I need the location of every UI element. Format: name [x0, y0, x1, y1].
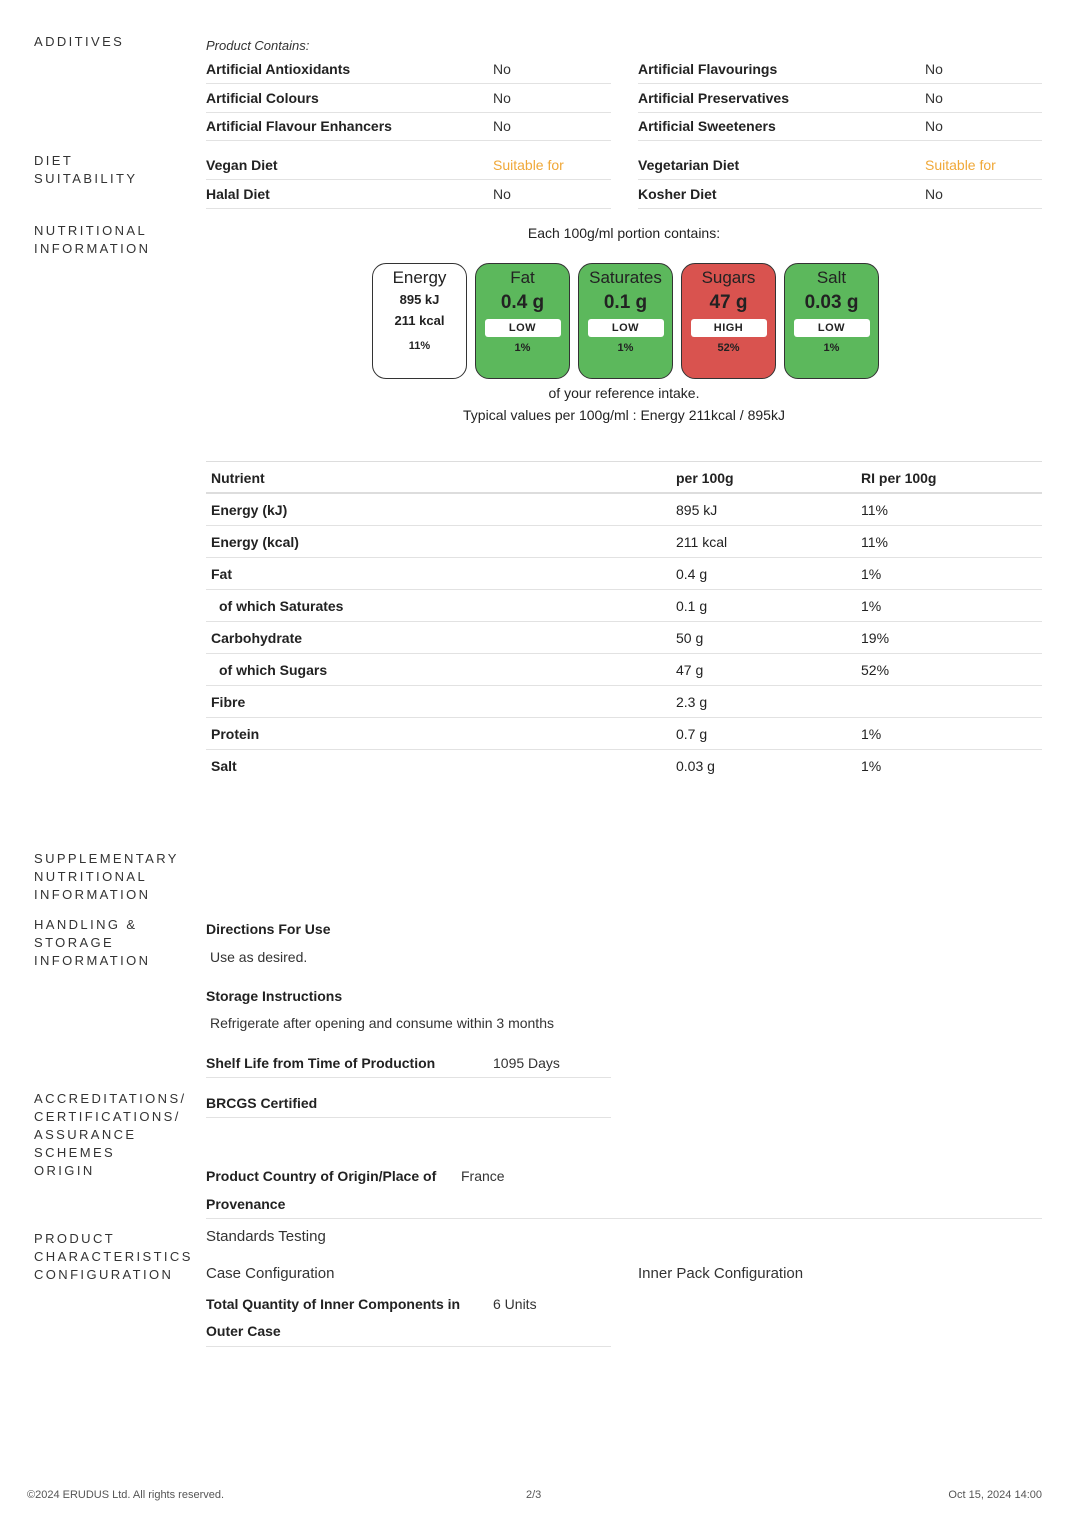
- energy-box: Energy 895 kJ 211 kcal 11%: [372, 263, 467, 379]
- table-row: Fat 0.4 g 1%: [206, 558, 1042, 590]
- additive-row: Artificial Flavour Enhancers No: [206, 112, 611, 141]
- standards-testing: Standards Testing: [206, 1228, 326, 1245]
- table-row: Energy (kcal) 211 kcal 11%: [206, 526, 1042, 558]
- table-row: Energy (kJ) 895 kJ 11%: [206, 494, 1042, 526]
- table-row: of which Sugars 47 g 52%: [206, 654, 1042, 686]
- directions-title: Directions For Use: [206, 921, 331, 937]
- section-label-nutrition: NUTRITIONAL INFORMATION: [34, 223, 151, 256]
- diet-row-vegan: Vegan Diet Suitable for: [206, 151, 611, 180]
- inner-pack-configuration: Inner Pack Configuration: [638, 1265, 804, 1282]
- origin-row: Product Country of Origin/Place of Provenance France: [206, 1162, 1042, 1219]
- additive-row: Artificial Flavourings No: [638, 55, 1042, 84]
- diet-row-vegetarian: Vegetarian Diet Suitable for: [638, 151, 1042, 180]
- nutrition-table: [206, 461, 1042, 782]
- typical-values-note: Typical values per 100g/ml : Energy 211kcal / 895kJ: [463, 407, 785, 423]
- case-configuration: Case Configuration: [206, 1265, 335, 1282]
- inner-quantity-row: Total Quantity of Inner Components in Outer Case 6 Units: [206, 1291, 611, 1347]
- table-header-row: Nutrient per 100g RI per 100g: [206, 462, 1042, 494]
- footer-date: Oct 15, 2024 14:00: [948, 1489, 1042, 1501]
- table-row: Salt 0.03 g 1%: [211, 758, 882, 774]
- directions-text: Use as desired.: [210, 949, 308, 965]
- footer-page-number: 2/3: [526, 1489, 542, 1501]
- section-label-supplementary: SUPPLEMENTARY NUTRITIONAL INFORMATION: [34, 851, 179, 902]
- section-label-handling: HANDLING & STORAGE INFORMATION: [34, 917, 151, 968]
- additives-note: Product Contains:: [206, 38, 310, 53]
- sugars-box: Sugars 47 g HIGH 52%: [681, 263, 776, 379]
- additive-row: Artificial Colours No: [206, 84, 611, 113]
- section-label-additives: ADDITIVES: [34, 34, 125, 49]
- additive-row: Artificial Sweeteners No: [638, 112, 1042, 141]
- additive-row: Artificial Antioxidants No: [206, 55, 611, 84]
- salt-box: Salt 0.03 g LOW 1%: [784, 263, 879, 379]
- reference-intake-note: of your reference intake.: [548, 385, 700, 401]
- table-row: Carbohydrate 50 g 19%: [206, 622, 1042, 654]
- table-row: of which Saturates 0.1 g 1%: [206, 590, 1042, 622]
- diet-row-kosher: Kosher Diet No: [638, 180, 1042, 209]
- section-label-diet: DIET SUITABILITY: [34, 153, 138, 186]
- shelf-life-row: Shelf Life from Time of Production 1095 Days: [206, 1049, 611, 1078]
- storage-text: Refrigerate after opening and consume within 3 months: [210, 1015, 554, 1031]
- section-label-accreditations: ACCREDITATIONS/ CERTIFICATIONS/ ASSURANCE SCHEMES ORIGIN: [34, 1091, 187, 1178]
- additive-row: Artificial Preservatives No: [638, 84, 1042, 113]
- traffic-light-label: [372, 263, 879, 379]
- brcgs-row: BRCGS Certified: [206, 1089, 611, 1118]
- table-row: Protein 0.7 g 1%: [206, 718, 1042, 750]
- table-row: Fibre 2.3 g: [206, 686, 1042, 718]
- fat-box: Fat 0.4 g LOW 1%: [475, 263, 570, 379]
- diet-row-halal: Halal Diet No: [206, 180, 611, 209]
- saturates-box: Saturates 0.1 g LOW 1%: [578, 263, 673, 379]
- footer-copyright: ©2024 ERUDUS Ltd. All rights reserved.: [27, 1489, 225, 1501]
- storage-title: Storage Instructions: [206, 988, 343, 1004]
- traffic-intro: Each 100g/ml portion contains:: [527, 225, 721, 241]
- section-label-product: PRODUCT CHARACTERISTICS CONFIGURATION: [34, 1231, 193, 1282]
